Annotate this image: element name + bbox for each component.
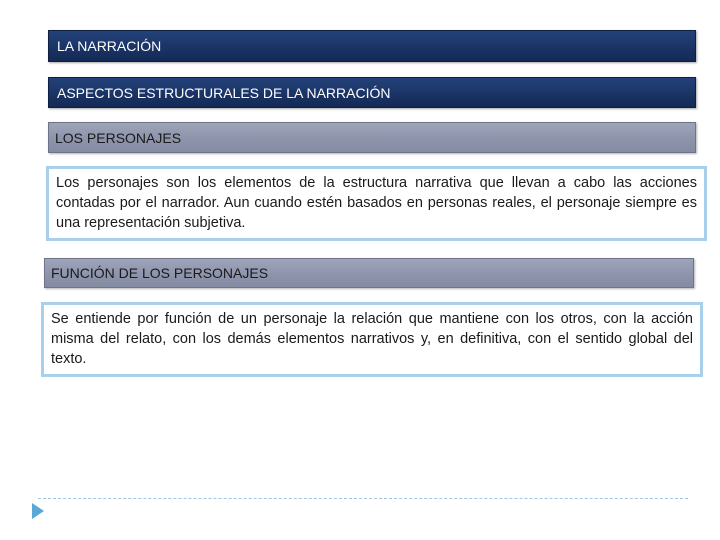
subtitle-bar <box>48 77 696 108</box>
triangle-bullet-icon <box>32 503 44 519</box>
section-heading-text: FUNCIÓN DE LOS PERSONAJES <box>51 265 269 281</box>
section-body-funcion <box>41 302 703 377</box>
section-heading-funcion <box>44 258 694 288</box>
footer-divider <box>38 498 688 499</box>
section-body-text: Se entiende por función de un personaje la relación que mantiene con los otros, con la acción misma del relato, con los demás elementos narrativos y, en definitiva, con el sentido global del texto. <box>51 311 693 367</box>
subtitle-text: ASPECTOS ESTRUCTURALES DE LA NARRACIÓN <box>57 84 391 101</box>
title-bar <box>48 30 696 62</box>
title-text: LA NARRACIÓN <box>57 38 162 54</box>
section-heading-text: LOS PERSONAJES <box>55 129 182 146</box>
section-body-personajes <box>46 166 707 241</box>
section-heading-personajes <box>48 122 696 153</box>
section-body-text: Los personajes son los elementos de la estructura narrativa que llevan a cabo las acciones contadas por el narrador. Aun cuando estén basados en personas reales, el personaje siempre es una representación subjetiva. <box>56 175 697 231</box>
